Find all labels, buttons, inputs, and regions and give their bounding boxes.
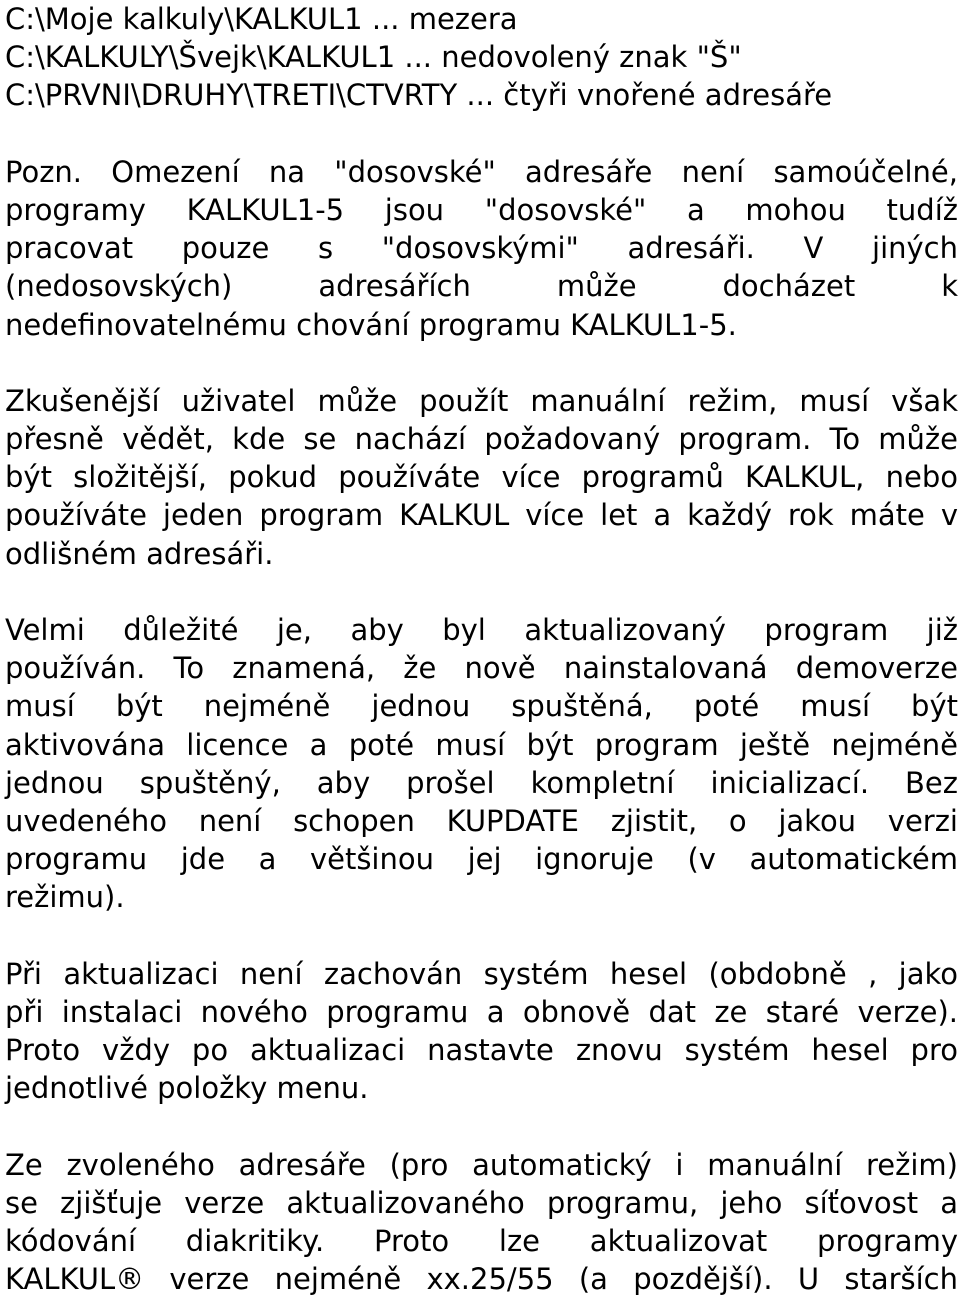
text-line: používáte jeden program KALKUL více let a každý rok máte v xyxy=(5,498,958,533)
path-example-line: C:\KALKULY\Švejk\KALKUL1 ... nedovolený znak "Š" xyxy=(5,40,742,75)
path-example-line: C:\Moje kalkuly\KALKUL1 ... mezera xyxy=(5,2,518,36)
text-line: KALKUL® verze nejméně xx.25/55 (a pozdější). U starších xyxy=(5,1262,958,1297)
paths-example-block xyxy=(5,0,958,115)
text-line: uvedeného není schopen KUPDATE zjistit, o jakou verzi xyxy=(5,803,958,838)
text-line: používán. To znamená, že nově nainstalovaná demoverze xyxy=(5,651,958,686)
text-line: odlišném adresáři. xyxy=(5,536,274,571)
text-line: nedefinovatelnému chování programu KALKUL1-5. xyxy=(5,307,737,342)
paragraph-password-system xyxy=(5,955,958,1108)
paragraph-gap xyxy=(5,344,958,382)
paragraph-gap xyxy=(5,115,958,153)
text-line: Pozn. Omezení na "dosovské" adresáře není samoúčelné, xyxy=(5,154,958,189)
text-line: jednou spuštěný, aby prošel kompletní inicializací. Bez xyxy=(5,765,958,800)
text-line: při instalaci nového programu a obnově dat ze staré verze). xyxy=(5,994,958,1029)
text-line: Ze zvoleného adresáře (pro automatický i manuální režim) xyxy=(5,1147,958,1182)
text-line: přesně vědět, kde se nachází požadovaný program. To může xyxy=(5,422,958,457)
text-line: jednotlivé položky menu. xyxy=(5,1071,369,1106)
paragraph-manual-mode xyxy=(5,382,958,573)
text-line: musí být nejméně jednou spuštěná, poté musí být xyxy=(5,689,958,724)
text-line: kódování diakritiky. Proto lze aktualizovat programy xyxy=(5,1224,958,1258)
text-line: programu jde a většinou jej ignoruje (v automatickém xyxy=(5,842,958,877)
text-line: pracovat pouze s "dosovskými" adresáři. V jiných xyxy=(5,231,958,266)
paragraph-gap xyxy=(5,917,958,955)
paragraph-program-used xyxy=(5,611,958,917)
text-line: Při aktualizaci není zachován systém hesel (obdobně , jako xyxy=(5,956,958,991)
text-line: Proto vždy po aktualizaci nastavte znovu systém hesel pro xyxy=(5,1033,958,1068)
text-line: být složitější, pokud používáte více programů KALKUL, nebo xyxy=(5,460,958,495)
path-example-line: C:\PRVNI\DRUHY\TRETI\CTVRTY ... čtyři vnořené adresáře xyxy=(5,78,833,113)
text-line: programy KALKUL1-5 jsou "dosovské" a mohou tudíž xyxy=(5,192,958,227)
text-line: Zkušenější uživatel může použít manuální režim, musí však xyxy=(5,383,958,418)
paragraph-gap xyxy=(5,1107,958,1145)
text-line: režimu). xyxy=(5,880,125,915)
text-line: se zjišťuje verze aktualizovaného programu, jeho síťovost a xyxy=(5,1185,958,1220)
text-line: Velmi důležité je, aby byl aktualizovaný program již xyxy=(5,613,958,647)
text-line: aktivována licence a poté musí být program ještě nejméně xyxy=(5,727,958,762)
text-line: (nedosovských) adresářích může docházet k xyxy=(5,269,958,304)
paragraph-gap xyxy=(5,573,958,611)
paragraph-version-detection xyxy=(5,1146,958,1298)
paragraph-dos-note xyxy=(5,153,958,344)
